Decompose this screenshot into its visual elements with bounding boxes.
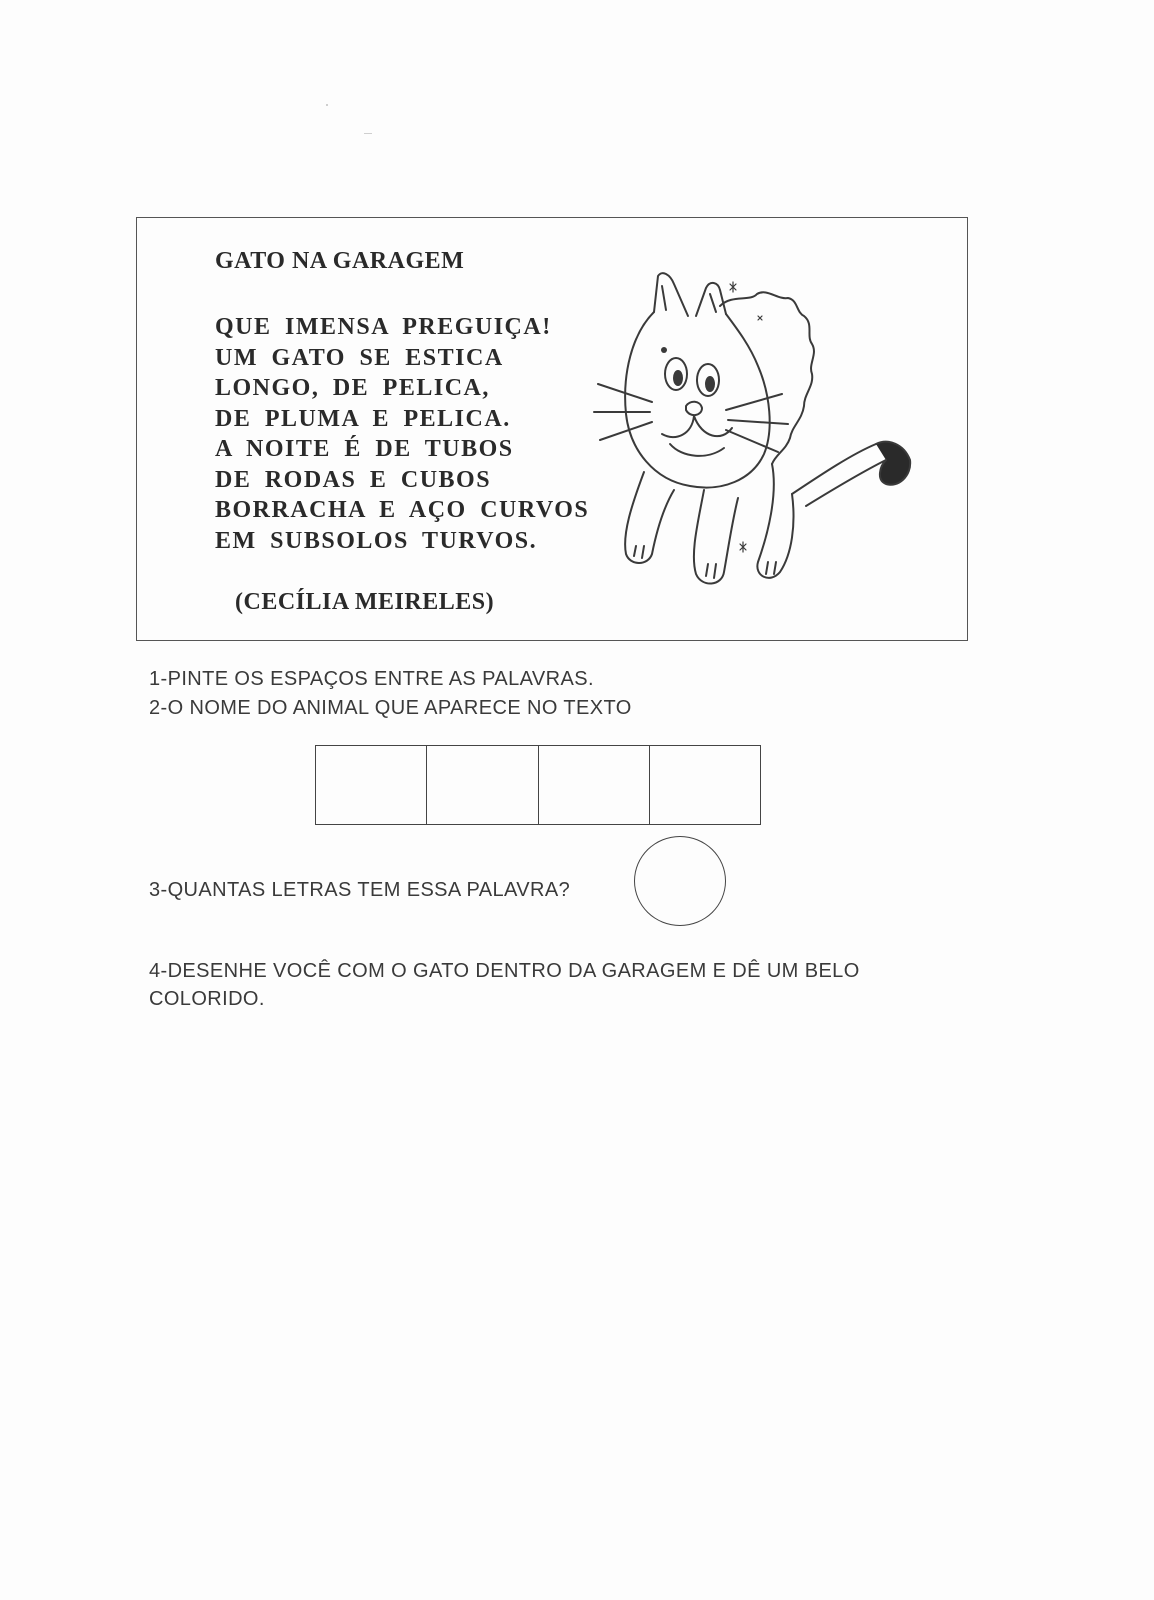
letter-box[interactable] bbox=[539, 746, 650, 824]
poem-line-6: DE RODAS E CUBOS bbox=[215, 466, 492, 493]
poem-line-7: BORRACHA E AÇO CURVOS bbox=[215, 497, 590, 523]
poem-line-3: LONGO, DE PELICA, bbox=[215, 375, 490, 401]
question-2: 2-O NOME DO ANIMAL QUE APARECE NO TEXTO bbox=[149, 697, 632, 719]
scan-speck bbox=[364, 133, 372, 134]
poem-lines bbox=[215, 312, 589, 556]
cat-icon bbox=[592, 254, 947, 614]
poem-line-2: UM GATO SE ESTICA bbox=[215, 344, 504, 371]
drawing-area[interactable] bbox=[149, 1020, 969, 1560]
answer-letter-boxes bbox=[315, 745, 761, 825]
question-4: 4-DESENHE VOCÊ COM O GATO DENTRO DA GARAGEM E DÊ UM BELO COLORIDO. bbox=[149, 960, 860, 1010]
question-3: 3-QUANTAS LETRAS TEM ESSA PALAVRA? bbox=[149, 879, 571, 901]
poem-box bbox=[136, 217, 968, 641]
poem-line-5: A NOITE É DE TUBOS bbox=[215, 436, 514, 462]
poem-title: GATO NA GARAGEM bbox=[215, 248, 465, 274]
scan-speck bbox=[326, 104, 328, 106]
letter-box[interactable] bbox=[427, 746, 538, 824]
poem-line-8: EM SUBSOLOS TURVOS. bbox=[215, 527, 538, 554]
letter-count-circle[interactable] bbox=[634, 836, 726, 926]
question-1: 1-PINTE OS ESPAÇOS ENTRE AS PALAVRAS. bbox=[149, 668, 594, 690]
poem-author: (CECÍLIA MEIRELES) bbox=[235, 589, 495, 615]
poem-line-1: QUE IMENSA PREGUIÇA! bbox=[215, 314, 552, 340]
letter-box[interactable] bbox=[650, 746, 760, 824]
letter-box[interactable] bbox=[316, 746, 427, 824]
poem-line-4: DE PLUMA E PELICA. bbox=[215, 405, 511, 432]
